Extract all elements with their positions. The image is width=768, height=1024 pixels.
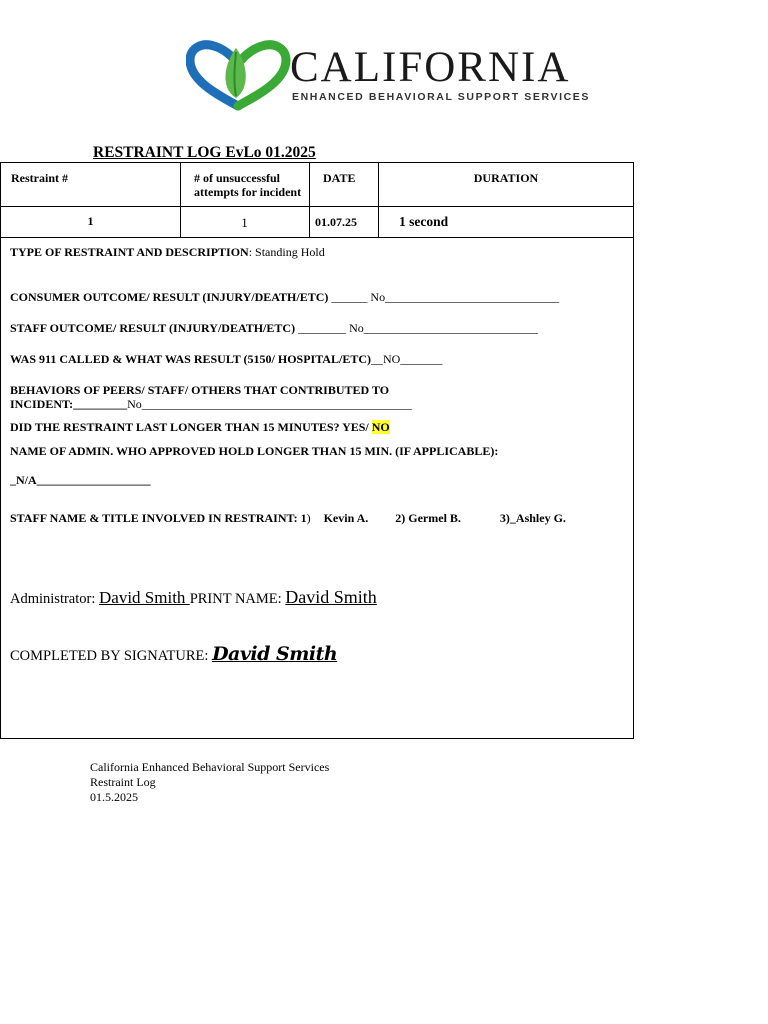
staff-1-paren: ) <box>306 511 311 525</box>
footer-company: California Enhanced Behavioral Support Services <box>90 760 330 774</box>
administrator-label: Administrator: <box>10 591 100 607</box>
consumer-outcome-value: ______ No_____________________________ <box>331 290 560 304</box>
print-name-label: PRINT NAME: <box>189 591 286 607</box>
peer-behaviors-field <box>10 383 412 411</box>
staff-outcome-value: ________ No_____________________________ <box>298 321 538 335</box>
consumer-outcome-label: CONSUMER OUTCOME/ RESULT (INJURY/DEATH/ETC) <box>10 290 332 304</box>
completed-by-label: COMPLETED BY SIGNATURE: <box>10 648 213 664</box>
longer-than-15-field <box>10 420 390 435</box>
header-restraint-number: Restraint # <box>11 171 68 185</box>
heart-leaf-logo-icon <box>186 40 296 116</box>
administrator-field <box>10 587 377 608</box>
logo-name: CALIFORNIA <box>290 44 571 91</box>
header-unsuccessful-attempts: # of unsuccessful attempts for incident <box>194 171 302 199</box>
col-divider-2 <box>309 163 310 237</box>
peer-behaviors-value: No_____________________________________________ <box>127 397 412 411</box>
staff-outcome-field <box>10 321 538 336</box>
approving-admin-value: _N/A___________________ <box>10 473 151 487</box>
cell-restraint-number: 1 <box>87 214 94 228</box>
footer-date: 01.5.2025 <box>90 790 138 804</box>
header-duration: DURATION <box>473 171 539 185</box>
restraint-log-form <box>0 162 634 739</box>
approving-admin-label: NAME OF ADMIN. WHO APPROVED HOLD LONGER THAN 15 MIN. (IF APPLICABLE): <box>10 444 499 458</box>
header-divider <box>1 206 633 207</box>
page-footer <box>90 760 329 805</box>
consumer-outcome-field <box>10 290 559 305</box>
document-title: RESTRAINT LOG EvLo 01.2025 <box>93 144 316 161</box>
footer-document-name: Restraint Log <box>90 775 156 789</box>
called-911-field <box>10 352 442 367</box>
restraint-type-value: : Standing Hold <box>248 245 325 259</box>
completed-by-field <box>10 643 337 665</box>
longer-than-15-value: NO <box>371 420 390 434</box>
staff-member-2: 2) Germel B. <box>395 511 461 525</box>
longer-than-15-label: DID THE RESTRAINT LAST LONGER THAN 15 MINUTES? YES/ <box>10 420 372 434</box>
staff-involved-label: STAFF NAME & TITLE INVOLVED IN RESTRAINT: 1 <box>10 511 307 525</box>
called-911-label: WAS 911 CALLED & WHAT WAS RESULT (5150/ HOSPITAL/ETC) <box>10 352 371 366</box>
staff-member-1: Kevin A. <box>323 511 369 525</box>
cell-duration: 1 second <box>399 214 449 229</box>
restraint-type-field <box>10 245 325 260</box>
staff-involved-field <box>10 511 566 526</box>
staff-member-3: 3)_Ashley G. <box>499 511 566 525</box>
cell-unsuccessful-attempts: 1 <box>241 215 248 230</box>
logo-subtitle: ENHANCED BEHAVIORAL SUPPORT SERVICES <box>292 91 590 103</box>
restraint-type-label: TYPE OF RESTRAINT AND DESCRIPTION <box>10 245 249 259</box>
peer-behaviors-label-line1: BEHAVIORS OF PEERS/ STAFF/ OTHERS THAT CONTRIBUTED TO <box>10 383 390 397</box>
peer-behaviors-label-line2: INCIDENT:_________ <box>10 397 128 411</box>
header-date: DATE <box>323 171 356 185</box>
row-divider <box>1 237 633 238</box>
administrator-value: David Smith <box>99 588 190 607</box>
cell-date: 01.07.25 <box>315 215 357 229</box>
print-name-value: David Smith <box>285 587 377 607</box>
called-911-value: __NO_______ <box>370 352 443 366</box>
completed-by-signature: David Smith <box>212 643 338 665</box>
staff-outcome-label: STAFF OUTCOME/ RESULT (INJURY/DEATH/ETC) <box>10 321 299 335</box>
